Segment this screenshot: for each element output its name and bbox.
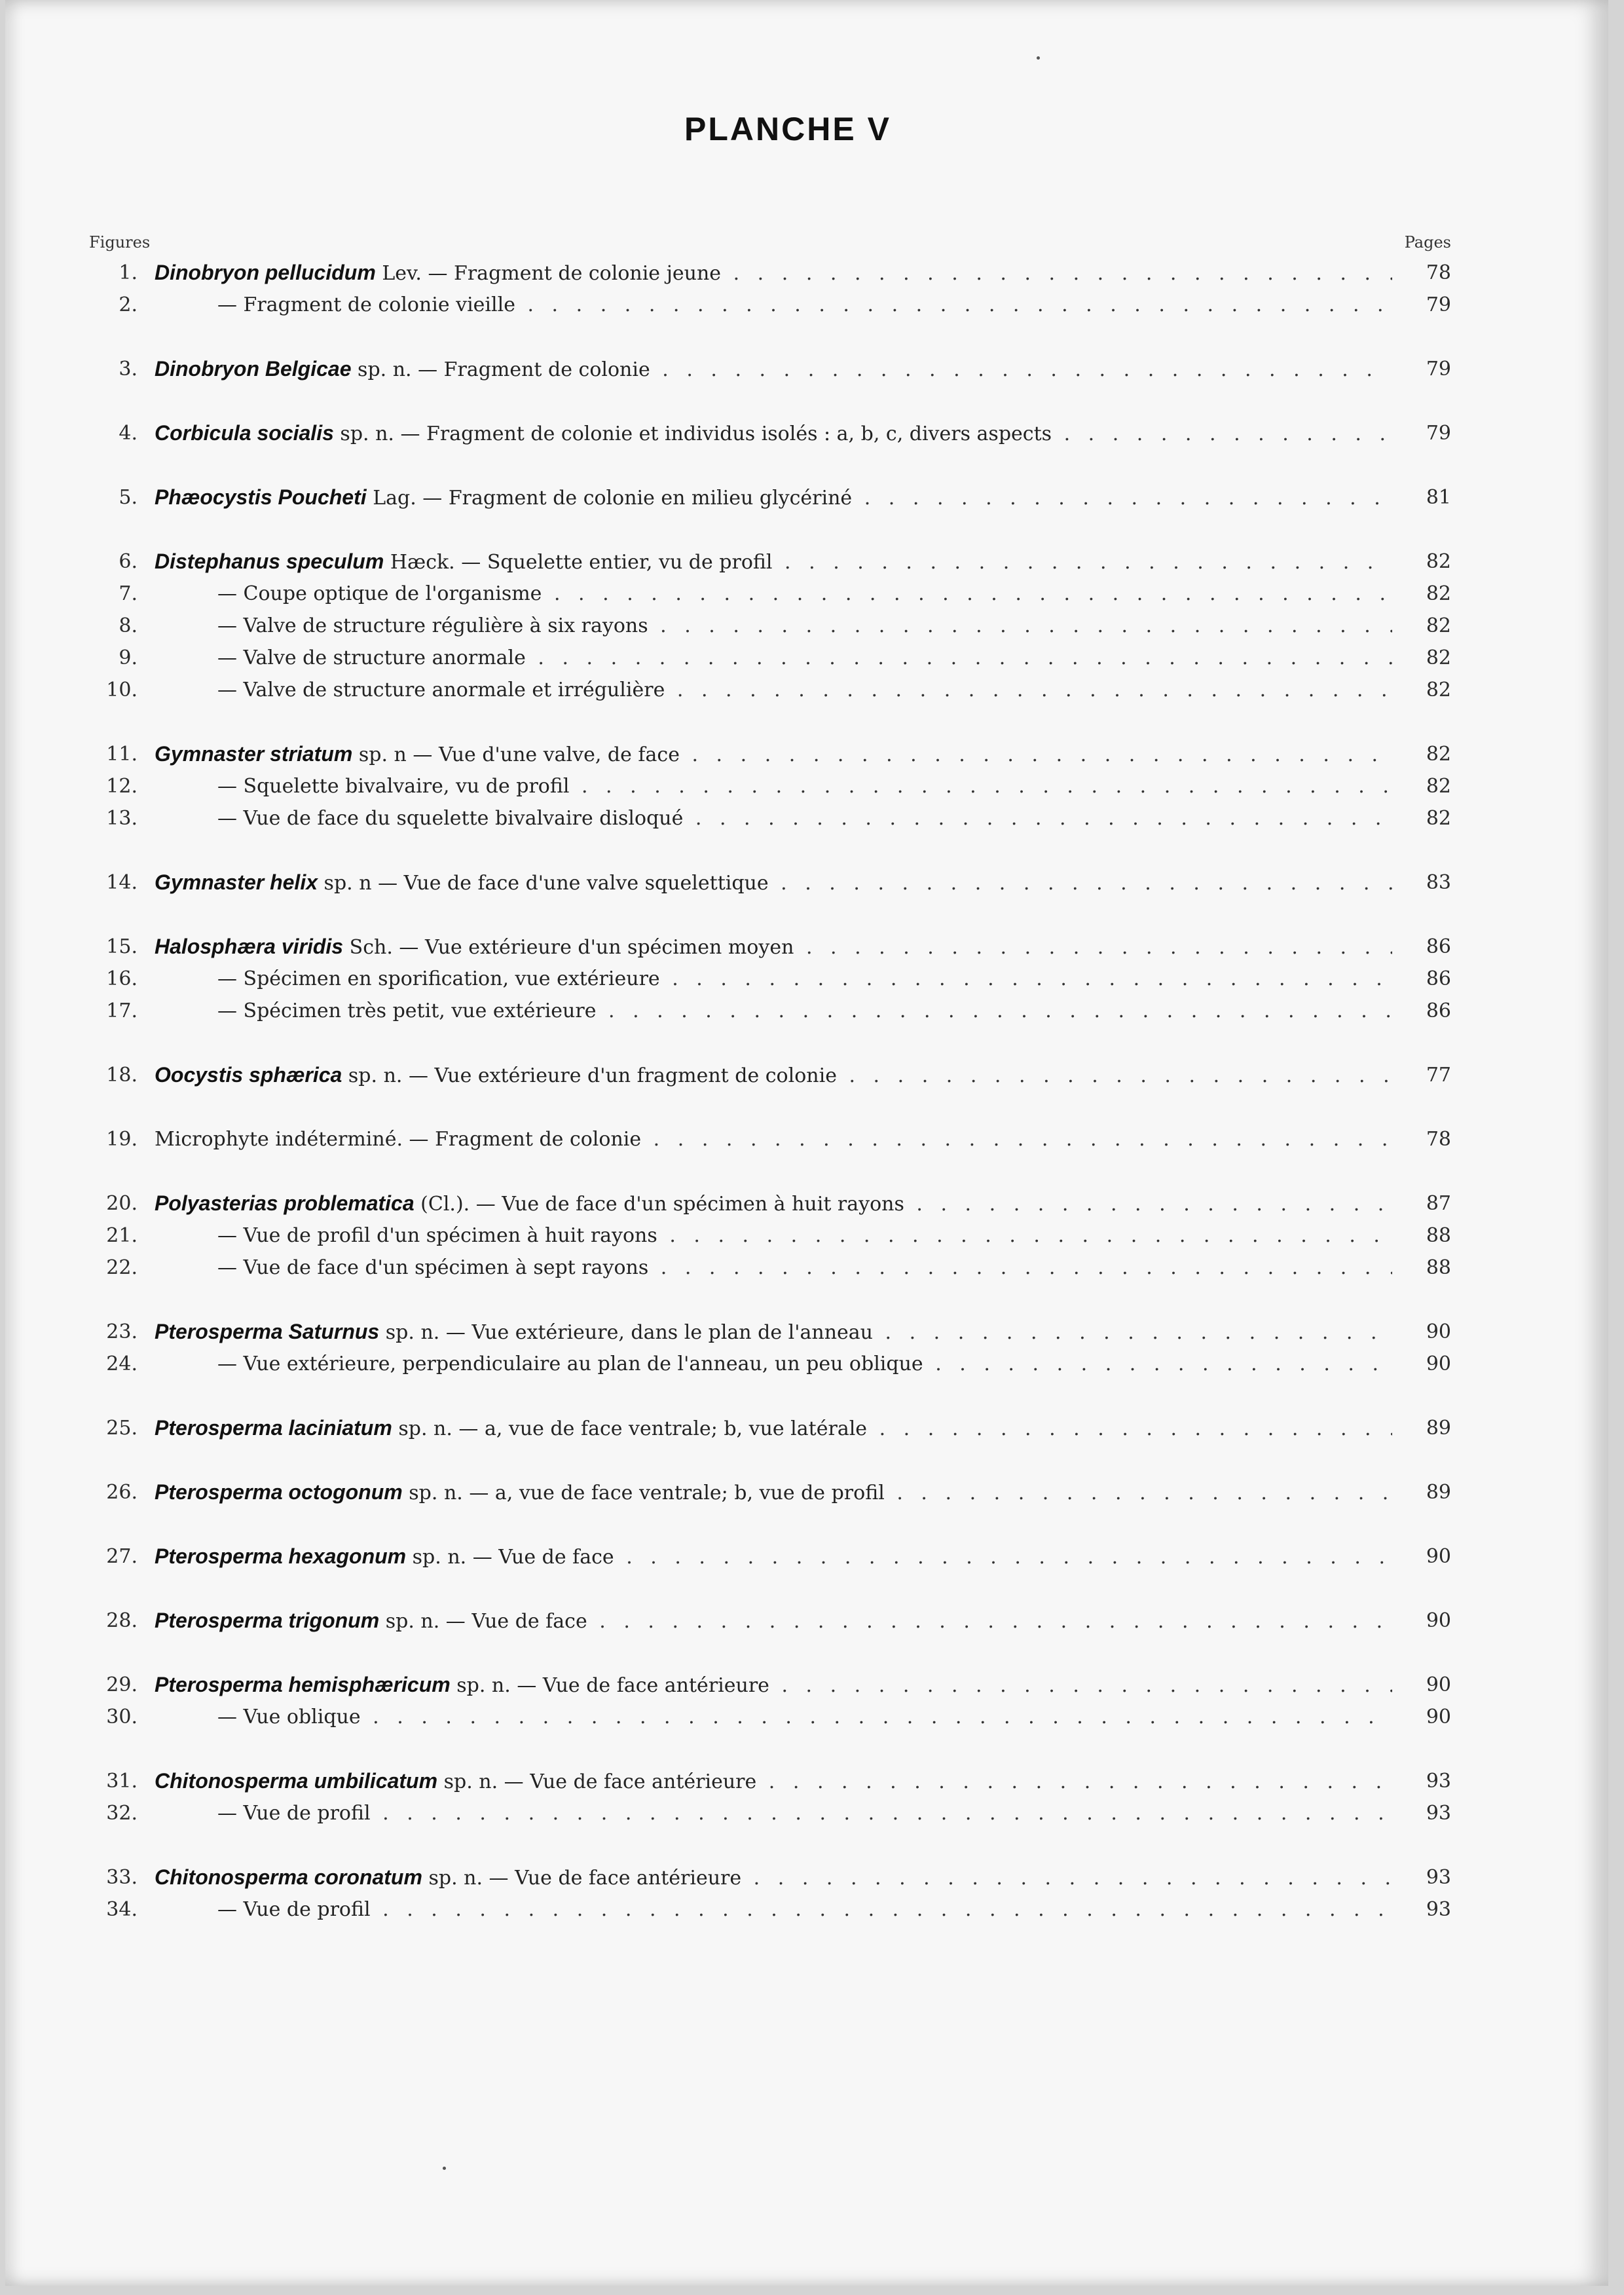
page-number: 82 [1426,775,1451,798]
page-number: 93 [1426,1866,1451,1889]
page-number: 87 [1426,1192,1451,1215]
page-number: 90 [1426,1545,1451,1568]
figure-number: 28. [106,1609,138,1632]
author-abbrev: sp. n. [385,1610,440,1633]
species-name: Gymnaster striatum [155,742,353,766]
entry-description: — Fragment de colonie et individus isolés : a, b, c, divers aspects [400,422,1052,445]
figure-group [5,1476,1608,1508]
figure-entry [5,1605,1608,1637]
entry-text [155,1316,1392,1349]
figure-entry [5,642,1608,674]
figure-number: 17. [106,999,138,1022]
entry-description: — Vue extérieure, perpendiculaire au plan de l'anneau, un peu oblique [217,1353,923,1375]
entry-description: — Vue de face antérieure [489,1867,742,1890]
figure-group [5,417,1608,449]
print-speck [443,2167,446,2170]
figure-number: 23. [106,1320,138,1343]
figure-number: 34. [106,1898,138,1921]
figure-number: 4. [119,422,138,445]
entry-description: — Vue de profil [217,1802,371,1825]
entry-description: — Vue de face [445,1610,587,1633]
entry-text [217,289,1392,321]
figure-entry [5,1476,1608,1508]
page-number: 78 [1426,1128,1451,1151]
entry-text [155,1123,1392,1155]
entry-description: — Spécimen en sporification, vue extérieure [217,967,660,990]
entry-description: — Vue de profil d'un spécimen à huit rayons [217,1224,657,1247]
species-name: Chitonosperma umbilicatum [155,1769,438,1793]
species-name: Phæocystis Poucheti [155,485,367,509]
figure-entry [5,353,1608,385]
species-name: Pterosperma octogonum [155,1480,403,1504]
figure-group [5,1412,1608,1444]
page-number: 79 [1426,422,1451,445]
figure-number: 14. [106,871,138,894]
figure-entry [5,1187,1608,1220]
entry-text [217,1348,1392,1380]
figure-entry [5,289,1608,321]
species-name: Corbicula socialis [155,421,334,445]
entry-text [155,1540,1392,1573]
figure-group [5,1605,1608,1637]
species-name: Pterosperma hexagonum [155,1544,407,1568]
entry-description: — Fragment de colonie jeune [428,262,722,285]
page-number: 90 [1426,1320,1451,1343]
entry-description: — Vue de profil [217,1898,371,1921]
entry-description: — Valve de structure anormale et irrégulière [217,679,665,701]
entry-text [155,867,1392,899]
figure-group [5,931,1608,1027]
entry-text [155,1059,1392,1092]
author-abbrev: sp. n. [443,1770,498,1793]
page-number: 82 [1426,646,1451,669]
figure-entry [5,1540,1608,1573]
page-number: 82 [1426,614,1451,637]
page-number: 89 [1426,1481,1451,1504]
author-abbrev: sp. n [323,872,372,895]
species-name: Pterosperma trigonum [155,1609,380,1632]
entry-text [155,931,1392,963]
species-name: Chitonosperma coronatum [155,1865,422,1889]
author-abbrev: (Cl.). [420,1193,470,1216]
figure-entry [5,610,1608,642]
figure-entry [5,770,1608,802]
figure-number: 8. [119,614,138,637]
figure-number: 13. [106,807,138,830]
entry-description: — Vue extérieure d'un spécimen moyen [399,936,794,959]
entry-text [155,257,1392,289]
species-name: Pterosperma hemisphæricum [155,1673,451,1696]
figure-entry [5,1861,1608,1894]
figure-number: 25. [106,1417,138,1440]
figure-number: 26. [106,1481,138,1504]
species-name: Oocystis sphærica [155,1063,342,1087]
figures-column-header: Figures [89,233,151,252]
entry-text [155,1476,1392,1509]
page-number: 77 [1426,1064,1451,1087]
figure-entry [5,1316,1608,1348]
figure-number: 6. [119,550,138,573]
page-title: PLANCHE V [684,111,891,147]
figure-entry [5,1765,1608,1797]
author-abbrev: sp. n. [409,1482,463,1504]
entry-description: — Fragment de colonie en milieu glycériné [422,487,853,510]
page-number: 86 [1426,935,1451,958]
entry-text [155,1605,1392,1637]
author-abbrev: Sch. [349,936,393,959]
figure-entry [5,1669,1608,1701]
figure-group [5,257,1608,321]
entry-text [155,1669,1392,1702]
figure-number: 19. [106,1128,138,1151]
figure-group [5,546,1608,706]
author-abbrev: sp. n. [358,358,412,381]
species-name: Distephanus speculum [155,550,384,573]
entry-description: — Vue de face du squelette bivalvaire disloqué [217,807,684,830]
entry-description: Microphyte indéterminé. — Fragment de colonie [155,1128,642,1151]
figure-group [5,353,1608,385]
species-name: Halosphæra viridis [155,935,344,958]
entry-text [155,546,1392,578]
species-name: Polyasterias problematica [155,1191,415,1215]
entry-description: — Spécimen très petit, vue extérieure [217,999,597,1022]
entry-text [217,642,1392,674]
figure-entry [5,546,1608,578]
author-abbrev: sp. n. [385,1321,440,1344]
entry-text [217,963,1392,995]
page-number: 90 [1426,1706,1451,1728]
print-speck [1037,56,1040,60]
figure-number: 20. [106,1192,138,1215]
page-number: 82 [1426,582,1451,605]
figure-entry [5,1894,1608,1926]
figure-entry [5,995,1608,1027]
entry-description: — Vue extérieure d'un fragment de colonie [408,1064,837,1087]
entry-description: — Vue de face [472,1546,614,1569]
entry-text [217,802,1392,834]
page-number: 88 [1426,1224,1451,1247]
entry-description: — Squelette bivalvaire, vu de profil [217,775,570,798]
author-abbrev: sp. n. [348,1064,403,1087]
figure-entry [5,481,1608,513]
figure-number: 18. [106,1064,138,1087]
figure-group [5,867,1608,899]
page-number: 93 [1426,1770,1451,1793]
figure-number: 24. [106,1353,138,1375]
entry-text [155,1861,1392,1894]
figure-number: 22. [106,1256,138,1279]
entry-text [217,995,1392,1027]
entry-text [217,1220,1392,1252]
figure-entry [5,257,1608,289]
entry-text [155,1187,1392,1220]
entry-description: — a, vue de face ventrale; b, vue latérale [458,1417,868,1440]
figure-entry [5,1348,1608,1380]
page-number: 90 [1426,1609,1451,1632]
entry-text [217,578,1392,610]
figure-group [5,1123,1608,1155]
entry-text [217,674,1392,706]
figure-list [5,257,1608,1958]
figure-entry [5,1701,1608,1733]
figure-entry [5,1220,1608,1252]
entry-description: — Valve de structure anormale [217,646,526,669]
entry-text [155,353,1392,386]
entry-description: — Fragment de colonie vieille [217,293,515,316]
entry-description: — Fragment de colonie [418,358,650,381]
figure-group [5,1669,1608,1733]
species-name: Dinobryon Belgicae [155,357,352,381]
page-number: 81 [1426,486,1451,509]
entry-description: — Vue de face antérieure [504,1770,757,1793]
figure-number: 5. [119,486,138,509]
page-number: 82 [1426,807,1451,830]
entry-description: — Vue de face d'un spécimen à sept rayons [217,1256,649,1279]
figure-number: 33. [106,1866,138,1889]
species-name: Pterosperma Saturnus [155,1320,380,1343]
figure-entry [5,674,1608,706]
author-abbrev: Lag. [373,487,416,510]
entry-text [217,1797,1392,1829]
figure-number: 21. [106,1224,138,1247]
entry-text [217,770,1392,802]
figure-group [5,1765,1608,1829]
author-abbrev: sp. n [358,743,407,766]
figure-group [5,1059,1608,1091]
page-number: 86 [1426,967,1451,990]
figure-group [5,1540,1608,1573]
entry-description: — a, vue de face ventrale; b, vue de profil [469,1482,885,1504]
figure-entry [5,963,1608,995]
figure-number: 2. [119,293,138,316]
figure-group [5,1187,1608,1284]
author-abbrev: sp. n. [340,422,394,445]
entry-description: — Vue oblique [217,1706,361,1728]
figure-number: 9. [119,646,138,669]
entry-text [217,610,1392,642]
entry-description: — Vue extérieure, dans le plan de l'anneau [445,1321,873,1344]
figure-number: 16. [106,967,138,990]
page-number: 82 [1426,743,1451,766]
page-number: 90 [1426,1673,1451,1696]
entry-text [217,1701,1392,1733]
author-abbrev: sp. n. [456,1674,511,1697]
figure-entry [5,738,1608,770]
author-abbrev: sp. n. [412,1546,467,1569]
page-number: 93 [1426,1802,1451,1825]
entry-description: — Coupe optique de l'organisme [217,582,542,605]
page-number: 89 [1426,1417,1451,1440]
figure-group [5,738,1608,834]
figure-entry [5,802,1608,834]
figure-entry [5,931,1608,963]
species-name: Pterosperma laciniatum [155,1416,392,1440]
figure-entry [5,1412,1608,1444]
entry-description: — Squelette entier, vu de profil [461,551,773,574]
figure-entry [5,1252,1608,1284]
entry-description: — Vue de face antérieure [517,1674,769,1697]
entry-description: — Valve de structure régulière à six rayons [217,614,648,637]
figure-number: 15. [106,935,138,958]
entry-text [155,417,1392,450]
figure-entry [5,578,1608,610]
entry-description: — Vue de face d'un spécimen à huit rayons [475,1193,904,1216]
figure-entry [5,1059,1608,1091]
figure-entry [5,867,1608,899]
page-number: 90 [1426,1353,1451,1375]
figure-number: 12. [106,775,138,798]
figure-entry [5,1797,1608,1829]
page-number: 79 [1426,293,1451,316]
figure-number: 31. [106,1770,138,1793]
author-abbrev: sp. n. [398,1417,452,1440]
page-number: 88 [1426,1256,1451,1279]
author-abbrev: Hæck. [390,551,455,574]
figure-entry [5,417,1608,449]
figure-group [5,1861,1608,1926]
figure-number: 29. [106,1673,138,1696]
figure-entry [5,1123,1608,1155]
figure-number: 7. [119,582,138,605]
figure-number: 1. [119,261,138,284]
figure-number: 11. [106,743,138,766]
page-number: 79 [1426,358,1451,381]
entry-text [217,1894,1392,1926]
page-number: 82 [1426,550,1451,573]
page-number: 93 [1426,1898,1451,1921]
figure-number: 32. [106,1802,138,1825]
author-abbrev: sp. n. [428,1867,483,1890]
species-name: Gymnaster helix [155,870,318,894]
figure-number: 27. [106,1545,138,1568]
figure-number: 3. [119,358,138,381]
page-number: 82 [1426,679,1451,701]
document-page [5,0,1608,2286]
pages-column-header: Pages [1404,233,1451,252]
figure-group [5,481,1608,513]
figure-number: 10. [106,679,138,701]
entry-text [155,1765,1392,1798]
entry-description: — Vue d'une valve, de face [413,743,680,766]
figure-number: 30. [106,1706,138,1728]
figure-group [5,1316,1608,1380]
entry-text [217,1252,1392,1284]
entry-text [155,1412,1392,1445]
entry-text [155,738,1392,771]
page-number: 83 [1426,871,1451,894]
species-name: Dinobryon pellucidum [155,261,376,284]
entry-description: — Vue de face d'une valve squelettique [378,872,769,895]
page-number: 86 [1426,999,1451,1022]
author-abbrev: Lev. [382,262,422,285]
entry-text [155,481,1392,514]
page-number: 78 [1426,261,1451,284]
